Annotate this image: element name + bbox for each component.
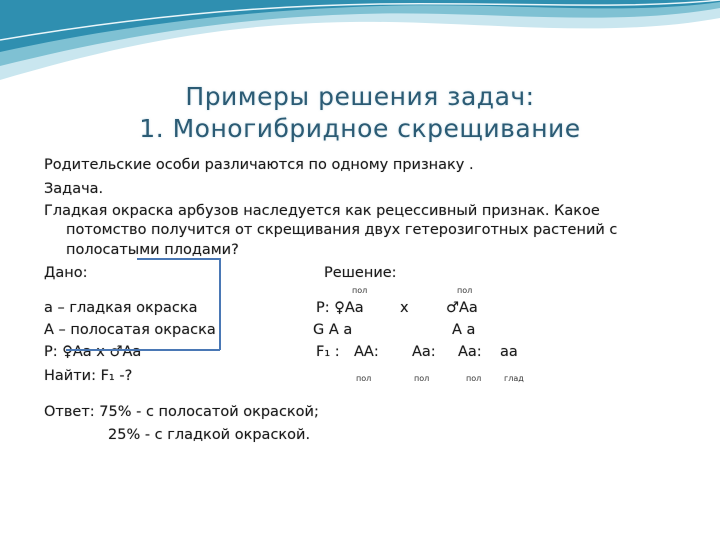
gametes-female: G А а [313,322,353,338]
parents-cross-sign: х [400,300,409,316]
given-frame-right [219,258,221,350]
f1-genotype-4: аа [500,344,518,360]
task-label: Задача. [44,181,104,197]
slide-title-line1: Примеры решения задач: [185,82,535,111]
given-line1: а – гладкая окраска [44,300,198,316]
task-text-line2: потомство получится от скрещивания двух гетерозиготных растений с [66,222,618,238]
solution-label: Решение: [324,265,397,281]
f1-genotype-1: АА: [354,344,379,360]
answer-line1: Ответ: 75% - с полосатой окраской; [44,404,319,420]
f1-phenotype-3: пол [466,374,482,383]
f1-label: F₁ : [316,344,340,360]
f1-phenotype-4: глад [504,374,524,383]
given-line4: Найти: F₁ -? [44,368,133,384]
task-text-line3: полосатыми плодами? [66,242,239,258]
given-line3: Р: ♀Аа х ♂Аа [44,344,142,360]
phenotype-label-male: пол [457,286,473,295]
f1-genotype-2: Аа: [412,344,436,360]
header-wave-decoration [0,0,720,90]
answer-line2: 25% - с гладкой окраской. [108,427,311,443]
gametes-male: А а [452,322,476,338]
intro-text: Родительские особи различаются по одному признаку . [44,157,474,173]
given-line2: А – полосатая окраска [44,322,216,338]
slide-title-line2: 1. Моногибридное скрещивание [139,114,581,143]
given-label: Дано: [44,265,88,281]
parents-male: ♂Аа [446,300,478,316]
task-text-line1: Гладкая окраска арбузов наследуется как рецессивный признак. Какое [44,203,600,219]
f1-phenotype-1: пол [356,374,372,383]
f1-phenotype-2: пол [414,374,430,383]
f1-genotype-3: Аа: [458,344,482,360]
given-frame-top [137,258,220,260]
phenotype-label-female: пол [352,286,368,295]
given-frame-bottom [66,349,220,351]
parents-female: Р: ♀Аа [316,300,364,316]
